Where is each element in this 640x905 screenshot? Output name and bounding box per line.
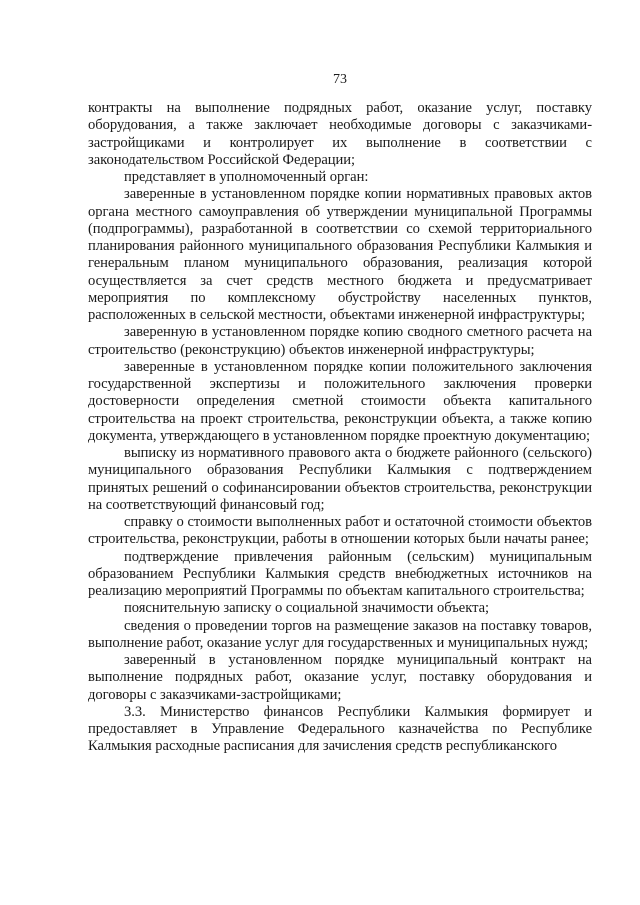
- paragraph: подтверждение привлечения районным (сельским) муниципальным образованием Республики Калмыкия средств внебюджетных источников на реализацию мероприятий Программы по объектам капитального строительства;: [88, 548, 592, 599]
- document-body: [88, 100, 592, 756]
- paragraph: заверенные в установленном порядке копии нормативных правовых актов органа местного самоуправления об утверждении муниципальной Программы (подпрограммы), разработанной в соответствии со схемой территориального планирования районного муниципального образования Республики Калмыкия и генеральным планом муниципального образования, реализация которой осуществляется за счет средств местного бюджета и предусматривает мероприятия по комплексному обустройству населенных пунктов, расположенных в сельской местности, объектами инженерной инфраструктуры;: [88, 186, 592, 323]
- paragraph: контракты на выполнение подрядных работ, оказание услуг, поставку оборудования, а также заключает необходимые договоры с заказчиками-застройщиками и контролирует их выполнение в соответствии с законодательством Российской Федерации;: [88, 100, 592, 168]
- paragraph: представляет в уполномоченный орган:: [124, 169, 369, 185]
- paragraph: справку о стоимости выполненных работ и остаточной стоимости объектов строительства, реконструкции, работы в отношении которых были начаты ранее;: [88, 514, 592, 548]
- paragraph: заверенные в установленном порядке копии положительного заключения государственной экспертизы и положительного заключения проверки достоверности определения сметной стоимости объекта капитального строительства на проект строительства, реконструкции объекта, а также копию документа, утверждающего в установленном порядке проектную документацию;: [88, 358, 592, 444]
- page-number: 73: [333, 72, 347, 87]
- paragraph: пояснительную записку о социальной значимости объекта;: [124, 600, 490, 617]
- paragraph: выписку из нормативного правового акта о бюджете районного (сельского) муниципального образования Республики Калмыкия с подтверждением принятых решений о софинансировании объектов строительства, реконструкции на соответствующий финансовый год;: [88, 445, 592, 513]
- paragraph: заверенную в установленном порядке копию сводного сметного расчета на строительство (реконструкцию) объектов инженерной инфраструктуры;: [88, 324, 592, 358]
- paragraph: 3.3. Министерство финансов Республики Калмыкия формирует и предоставляет в Управление Федерального казначейства по Республике Калмыкия расходные расписания для зачисления средств республиканского: [88, 703, 592, 755]
- paragraph: сведения о проведении торгов на размещение заказов на поставку товаров, выполнение работ, оказание услуг для государственных и муниципальных нужд;: [88, 617, 592, 651]
- paragraph: заверенный в установленном порядке муниципальный контракт на выполнение подрядных работ, оказание услуг, поставку оборудования и договоры с заказчиками-застройщиками;: [88, 652, 592, 703]
